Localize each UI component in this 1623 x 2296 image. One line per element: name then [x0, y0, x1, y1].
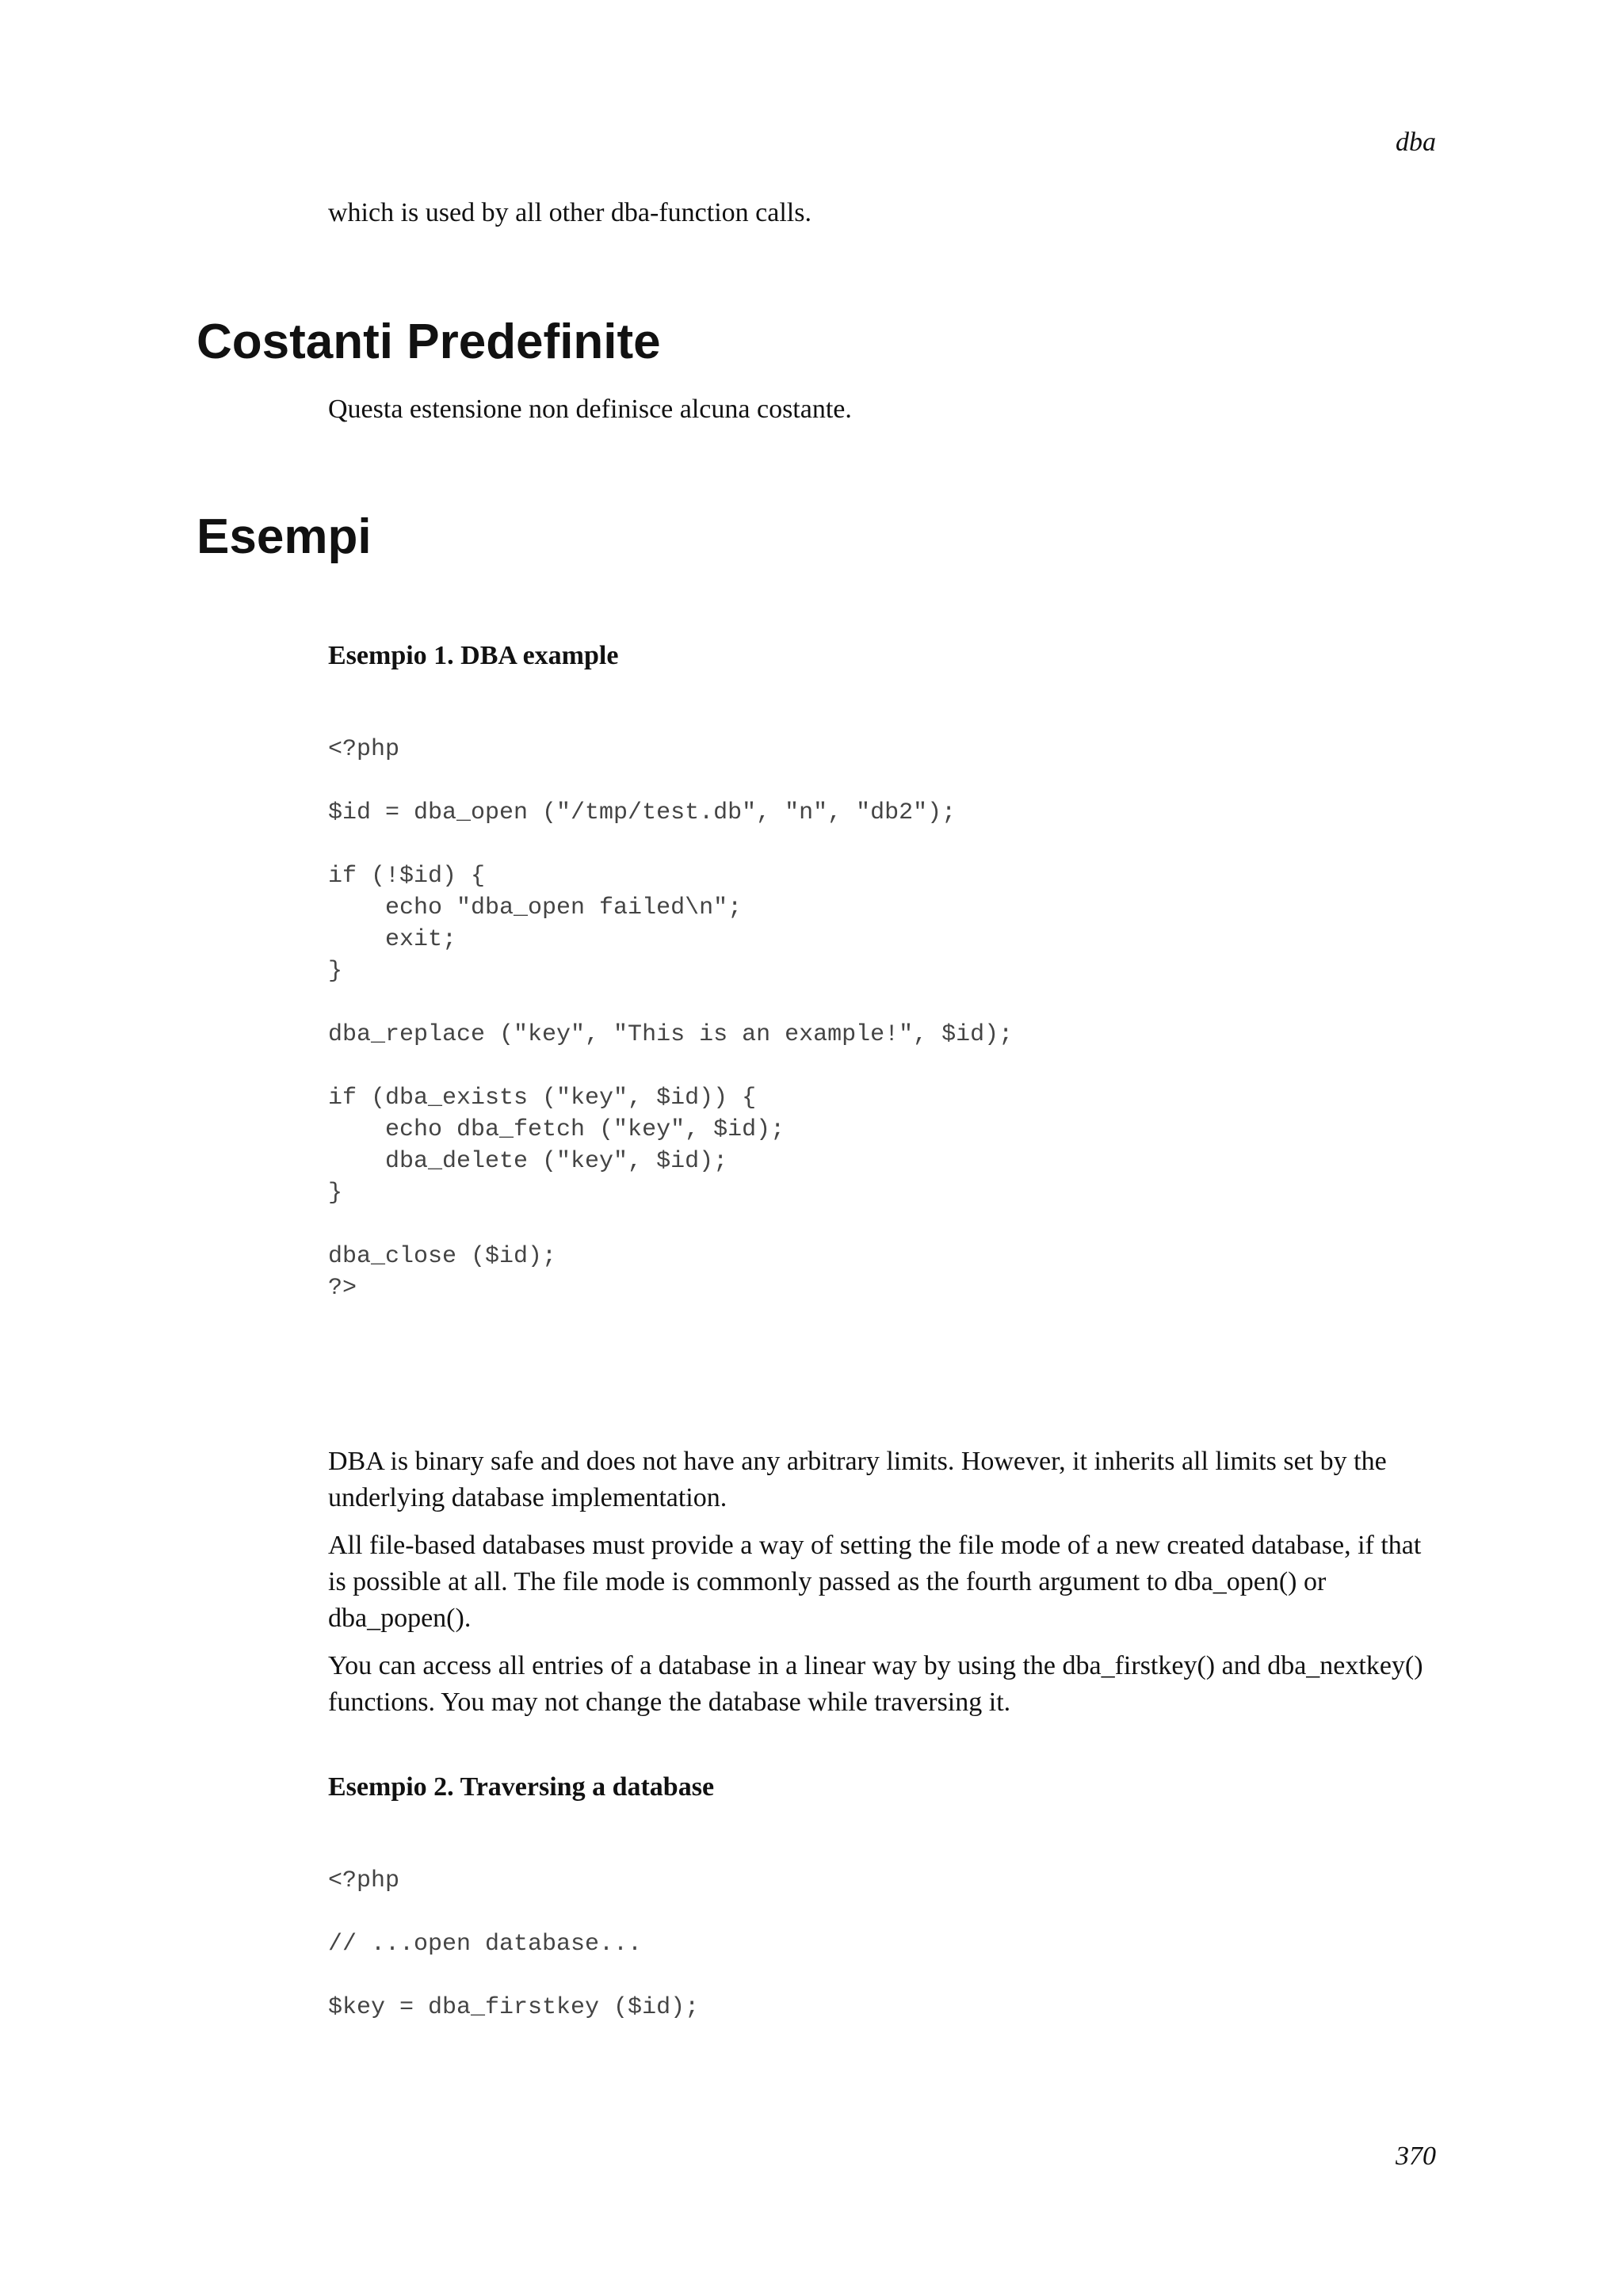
code-line: dba_delete ("key", $id);: [328, 1148, 728, 1175]
example-1-title: Esempio 1. DBA example: [328, 641, 619, 670]
example-2-title: Esempio 2. Traversing a database: [328, 1772, 715, 1802]
code-line: $id = dba_open ("/tmp/test.db", "n", "db2");: [328, 799, 957, 826]
code-line: echo "dba_open failed\n";: [328, 894, 743, 921]
code-line: dba_close ($id);: [328, 1243, 557, 1270]
section-heading-examples: Esempi: [197, 509, 372, 564]
code-line: }: [328, 958, 343, 985]
paragraph-traversal: You can access all entries of a database in a linear way by using the dba_firstkey() and dba_nextkey() functions. You may not change the database while traversing it.: [328, 1651, 1423, 1717]
intro-paragraph: which is used by all other dba-function calls.: [328, 198, 812, 227]
code-line: <?php: [328, 736, 400, 763]
code-line: ?>: [328, 1275, 357, 1302]
code-line: // ...open database...: [328, 1931, 643, 1958]
code-line: $key = dba_firstkey ($id);: [328, 1994, 700, 2021]
running-header: dba: [1396, 128, 1436, 157]
code-line: dba_replace ("key", "This is an example!", $id);: [328, 1021, 1014, 1048]
code-line: }: [328, 1180, 343, 1207]
paragraph-file-mode: All file-based databases must provide a way of setting the file mode of a new created database, if that is possible at all. The file mode is commonly passed as the fourth argument to dba_open() or dba_popen().: [328, 1531, 1422, 1633]
code-line: if (dba_exists ("key", $id)) {: [328, 1085, 757, 1112]
constants-paragraph: Questa estensione non definisce alcuna costante.: [328, 395, 852, 424]
paragraph-binary-safe: DBA is binary safe and does not have any arbitrary limits. However, it inherits all limits set by the underlying database implementation.: [328, 1447, 1387, 1512]
code-line: <?php: [328, 1867, 400, 1894]
section-heading-constants: Costanti Predefinite: [197, 315, 661, 369]
code-line: exit;: [328, 926, 457, 953]
code-line: if (!$id) {: [328, 863, 486, 890]
code-line: echo dba_fetch ("key", $id);: [328, 1116, 785, 1143]
page-number: 370: [1396, 2142, 1436, 2171]
